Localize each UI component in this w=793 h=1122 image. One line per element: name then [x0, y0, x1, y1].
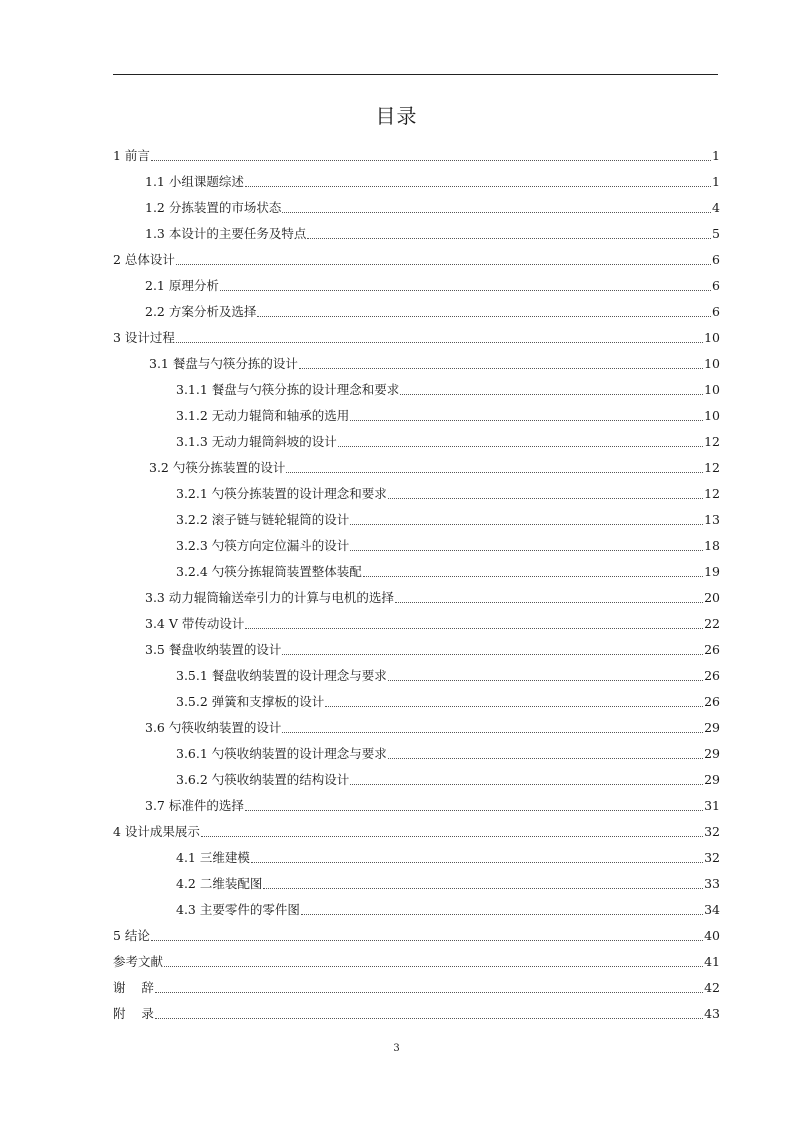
toc-entry-page: 41: [704, 954, 720, 969]
toc-entry-page: 4: [712, 200, 720, 215]
toc-entry-page: 31: [704, 798, 720, 813]
toc-entry-page: 42: [704, 980, 720, 995]
toc-entry[interactable]: [113, 690, 720, 710]
dot-leader: [151, 160, 711, 161]
toc-entry[interactable]: [113, 664, 720, 684]
dot-leader: [400, 394, 703, 395]
dot-leader: [176, 342, 703, 343]
dot-leader: [350, 524, 703, 525]
dot-leader: [350, 550, 703, 551]
dot-leader: [257, 316, 711, 317]
toc-entry-page: 26: [704, 642, 720, 657]
dot-leader: [263, 888, 703, 889]
toc-entry-label: 3.6 勺筷收纳装置的设计: [145, 720, 282, 735]
toc-entry-page: 12: [704, 460, 720, 475]
dot-leader: [282, 732, 703, 733]
dot-leader: [201, 836, 703, 837]
toc-entry-page: 26: [704, 668, 720, 683]
toc-entry[interactable]: [113, 404, 720, 424]
toc-entry-page: 10: [704, 356, 720, 371]
toc-entry-page: 6: [712, 304, 720, 319]
toc-entry[interactable]: [113, 274, 720, 294]
toc-entry-label: 3.7 标准件的选择: [145, 798, 244, 813]
toc-entry[interactable]: [113, 924, 720, 944]
toc-entry-label: 附 录: [113, 1006, 154, 1021]
toc-entry[interactable]: [113, 898, 720, 918]
page-number: 3: [393, 1043, 400, 1054]
toc-entry-page: 6: [712, 278, 720, 293]
toc-entry-page: 1: [712, 148, 720, 163]
toc-entry-page: 13: [704, 512, 720, 527]
toc-entry[interactable]: [113, 1002, 720, 1022]
dot-leader: [350, 784, 703, 785]
toc-entry[interactable]: [113, 222, 720, 242]
toc-entry-label: 3.4 V 带传动设计: [145, 616, 245, 631]
toc-entry[interactable]: [113, 326, 720, 346]
toc-entry-label: 3.1.3 无动力辊筒斜坡的设计: [176, 434, 337, 449]
toc-entry-page: 18: [704, 538, 720, 553]
dot-leader: [301, 914, 703, 915]
toc-entry-page: 10: [704, 382, 720, 397]
toc-entry-page: 12: [704, 486, 720, 501]
dot-leader: [395, 602, 703, 603]
dot-leader: [155, 992, 703, 993]
toc-entry[interactable]: [113, 612, 720, 632]
toc-entry-page: 10: [704, 408, 720, 423]
toc-entry-page: 43: [704, 1006, 720, 1021]
toc-entry[interactable]: [113, 768, 720, 788]
toc-entry[interactable]: [113, 742, 720, 762]
dot-leader: [388, 680, 703, 681]
dot-leader: [350, 420, 703, 421]
toc-entry-page: 40: [704, 928, 720, 943]
dot-leader: [286, 472, 703, 473]
toc-entry[interactable]: [113, 508, 720, 528]
toc-entry[interactable]: [113, 638, 720, 658]
toc-entry-page: 19: [704, 564, 720, 579]
toc-entry-label: 4.1 三维建模: [176, 850, 250, 865]
dot-leader: [176, 264, 711, 265]
toc-entry[interactable]: [113, 248, 720, 268]
toc-entry[interactable]: [113, 976, 720, 996]
toc-entry-label: 4.3 主要零件的零件图: [176, 902, 300, 917]
toc-entry[interactable]: [113, 352, 720, 372]
toc-entry-label: 2.2 方案分析及选择: [145, 304, 257, 319]
toc-entry[interactable]: [113, 482, 720, 502]
dot-leader: [245, 810, 703, 811]
header-rule: [113, 74, 718, 75]
toc-entry[interactable]: [113, 456, 720, 476]
toc-entry[interactable]: [113, 820, 720, 840]
dot-leader: [338, 446, 703, 447]
toc-entry-label: 谢 辞: [113, 980, 154, 995]
toc-entry-page: 29: [704, 746, 720, 761]
toc-entry-label: 4.2 二维装配图: [176, 876, 263, 891]
toc-entry-label: 3.6.1 勺筷收纳装置的设计理念与要求: [176, 746, 387, 761]
toc-entry-label: 5 结论: [113, 928, 150, 943]
toc-entry-label: 3.6.2 勺筷收纳装置的结构设计: [176, 772, 350, 787]
toc-entry-page: 6: [712, 252, 720, 267]
dot-leader: [388, 758, 703, 759]
toc-entry-page: 26: [704, 694, 720, 709]
toc-entry-label: 3.5.1 餐盘收纳装置的设计理念与要求: [176, 668, 387, 683]
dot-leader: [388, 498, 703, 499]
toc-entry-label: 1.2 分拣装置的市场状态: [145, 200, 282, 215]
toc-entry[interactable]: [113, 846, 720, 866]
toc-entry[interactable]: [113, 170, 720, 190]
toc-entry[interactable]: [113, 534, 720, 554]
page-title: 目录: [375, 104, 418, 128]
toc-entry-label: 3.2.4 勺筷分拣辊筒装置整体装配: [176, 564, 362, 579]
dot-leader: [282, 654, 703, 655]
toc-entry-page: 5: [712, 226, 720, 241]
dot-leader: [164, 966, 703, 967]
toc-entry-label: 4 设计成果展示: [113, 824, 200, 839]
dot-leader: [245, 628, 703, 629]
toc-entry[interactable]: [113, 300, 720, 320]
dot-leader: [325, 706, 703, 707]
toc-entry-label: 1 前言: [113, 148, 150, 163]
toc-entry[interactable]: [113, 144, 720, 164]
toc-entry-page: 12: [704, 434, 720, 449]
toc-entry-label: 3.1.2 无动力辊筒和轴承的选用: [176, 408, 350, 423]
toc-entry-label: 3.2 勺筷分拣装置的设计: [149, 460, 286, 475]
toc-entry-page: 34: [704, 902, 720, 917]
toc-entry-label: 2.1 原理分析: [145, 278, 219, 293]
toc-entry-label: 参考文献: [113, 954, 164, 969]
toc-entry[interactable]: [113, 430, 720, 450]
toc-entry-label: 2 总体设计: [113, 252, 175, 267]
toc-entry-label: 1.3 本设计的主要任务及特点: [145, 226, 307, 241]
toc-entry-label: 3.3 动力辊筒输送牵引力的计算与电机的选择: [145, 590, 394, 605]
toc-entry-page: 10: [704, 330, 720, 345]
toc-entry-page: 22: [704, 616, 720, 631]
dot-leader: [220, 290, 711, 291]
toc-entry[interactable]: [113, 196, 720, 216]
dot-leader: [363, 576, 703, 577]
toc-entry[interactable]: [113, 586, 720, 606]
dot-leader: [155, 1018, 703, 1019]
toc-entry-page: 33: [704, 876, 720, 891]
toc-entry-label: 3.2.3 勺筷方向定位漏斗的设计: [176, 538, 350, 553]
toc-entry-label: 1.1 小组课题综述: [145, 174, 244, 189]
toc-entry-label: 3.1 餐盘与勺筷分拣的设计: [149, 356, 298, 371]
toc-entry[interactable]: [113, 872, 720, 892]
dot-leader: [245, 186, 711, 187]
dot-leader: [282, 212, 711, 213]
toc-entry-label: 3.2.1 勺筷分拣装置的设计理念和要求: [176, 486, 387, 501]
toc-entry-page: 1: [712, 174, 720, 189]
toc-entry-page: 32: [704, 824, 720, 839]
toc-entry-label: 3 设计过程: [113, 330, 175, 345]
toc-entry[interactable]: [113, 378, 720, 398]
toc-entry-page: 20: [704, 590, 720, 605]
dot-leader: [299, 368, 703, 369]
dot-leader: [307, 238, 711, 239]
toc-entry[interactable]: [113, 560, 720, 580]
dot-leader: [151, 940, 703, 941]
toc-entry-label: 3.5.2 弹簧和支撑板的设计: [176, 694, 325, 709]
toc-entry-page: 32: [704, 850, 720, 865]
toc-entry-label: 3.2.2 滚子链与链轮辊筒的设计: [176, 512, 350, 527]
toc-entry-page: 29: [704, 772, 720, 787]
toc-entry-page: 29: [704, 720, 720, 735]
toc-entry[interactable]: [113, 716, 720, 736]
toc-entry[interactable]: [113, 950, 720, 970]
toc-entry-label: 3.1.1 餐盘与勺筷分拣的设计理念和要求: [176, 382, 400, 397]
toc-entry[interactable]: [113, 794, 720, 814]
dot-leader: [251, 862, 703, 863]
toc-entry-label: 3.5 餐盘收纳装置的设计: [145, 642, 282, 657]
